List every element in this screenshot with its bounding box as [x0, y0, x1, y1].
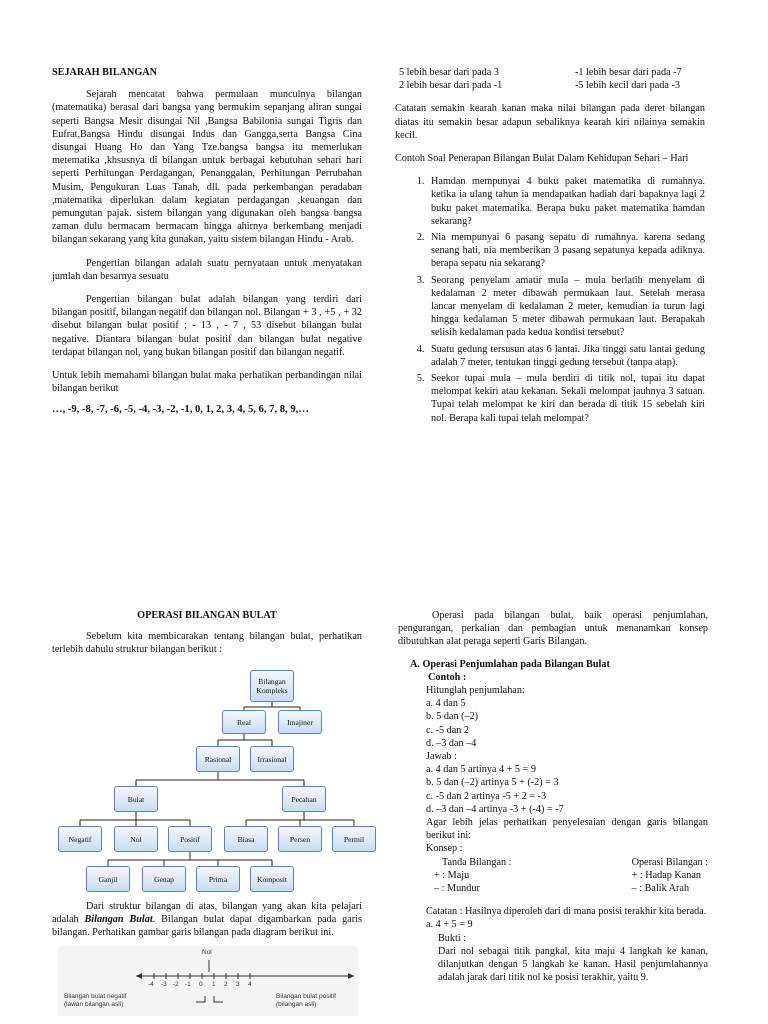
comparison-note: Catatan semakin kearah kanan maka nilai bilangan pada deret bilangan diatas itu semakin besar adapun sebaliknya kearah kiri nilainya semakin kecil. [395, 103, 705, 141]
tree-node-nol: Nol [114, 826, 158, 852]
numberline-paragraph-emphasis: Bilangan Bulat [84, 914, 153, 926]
tree-node-irrasional: Irrasional [250, 746, 294, 772]
comparison-item: 2 lebih besar dari pada -1 [399, 80, 503, 92]
tick-label: 0 [199, 981, 203, 988]
concept-table [426, 856, 708, 896]
comparison-list [395, 66, 705, 92]
proof-block [398, 905, 708, 984]
comparison-item: 5 lebih besar dari pada 3 [399, 67, 499, 78]
operations-title: OPERASI BILANGAN BULAT [137, 610, 277, 621]
answer-item: a. 4 dan 5 artinya 4 + 5 = 9 [426, 764, 536, 776]
tree-node-kompleks: Bilangan Kompleks [250, 670, 294, 702]
list-item: 4. Suatu gedung tersusun atas 6 lantai. Jika tinggi satu lantai gedung adalah 7 meter, tentukan tinggi gedung tersebut (tanpa atap). [427, 343, 705, 369]
tree-node-prima: Prima [196, 866, 240, 892]
comparison-intro: Untuk lebih memahami bilangan bulat maka perhatikan perbandingan nilai bilangan berikut [52, 370, 362, 395]
jawab-label: Jawab : [426, 751, 457, 763]
tick-label: 3 [236, 981, 240, 988]
numberline-paragraph-end: . Bilangan bulat dapat digambarkan pada garis bilangan. Perhatikan gambar garis bilangan pada diagram berikut ini. [52, 914, 362, 939]
tick-label: -3 [161, 981, 167, 988]
answer-item: b. 5 dan (–2) artinya 5 + (-2) = 3 [426, 777, 559, 789]
question-item: c. -5 dan 2 [426, 724, 469, 736]
positive-caption [276, 993, 336, 1009]
tick-label: 1 [212, 981, 216, 988]
operasi-minus: – : Balik Arah [631, 883, 690, 895]
numberline-intro [52, 900, 362, 940]
tick-label: 4 [248, 981, 252, 988]
definition-paragraph: Pengertian bilangan adalah suatu pernyataan untuk menyatakan jumlah dan besarnya sesuatu [52, 257, 362, 282]
question-item: d. –3 dan –4 [426, 737, 477, 749]
negative-caption [64, 993, 127, 1009]
comparison-item: -5 lebih kecil dari pada -3 [575, 80, 680, 92]
right-bottom-column [398, 609, 708, 984]
left-top-column [52, 66, 362, 417]
tree-node-persen: Persen [278, 826, 322, 852]
history-paragraph: Sejarah mencatat bahwa permulaan munculnya bilangan (matematika) berasal dari bangsa yang bermukim sepanjang aliran sungai seperti Bangsa Mesir disungai Nil ,Bangsa Babilonia sungai Tigris dan Eufrat,Bangsa Hindu disungai Indus dan Gangga,serta Bangsa Cina disungai Huang Ho dan Yang Tze.bangsa bangsa itu memerlukan metematika ,khsusnya di bilangan untuk berbagai kebutuhan sehari hari seperti Perhitungan Perdagangan, Penanggalan, Perhitungan Perrubahan Musim, Pengukuran Luas Tanah, dll. pada perkembangan peradaban ,matematika diperlukan dalam kegiatan perdagangan ,keuangan dan pemungutan pajak. sistem bilangan yang digunakan oleh bangsa bangsa zaman dulu bermacam bermacam hingga ahirnya berkembang menjadi bilangan sekarang yang kita gunakan, yaitu sistem bilangan Hindu - Arab. [52, 89, 362, 246]
negative-caption-line: Bilangan bulat negatif [64, 993, 127, 1000]
positive-caption-line: Bilangan bulat positif [276, 993, 336, 1000]
tanda-plus: + : Maju [434, 869, 470, 881]
operasi-plus: + : Hadap Kanan [631, 869, 702, 881]
tree-node-biasa: Biasa [224, 826, 268, 852]
bukti-label: Bukti : [438, 932, 467, 944]
zero-label: Nol [202, 949, 212, 956]
contoh-label: Contoh : [428, 671, 467, 683]
integer-definition-paragraph: Pengertian bilangan bulat adalah bilangan yang terdiri dari bilangan positif, bilangan negatif dan bilangan nol. Bilangan + 3 , +5 , + 32 disebut bilangan bulat positif ; - 13 , - 7 , 53 disebut bilangan bulat negative. Diantara bilangan bulat positif dan bilangan bulat negative terdapat bilangan nol, yang bukan bilangan positif dan bilangan negatif. [52, 294, 362, 358]
operations-intro: Operasi pada bilangan bulat, baik operasi penjumlahan, pengurangan, perkalian dan pembagian untuk menanamkan konsep dibutuhkan alat peraga seperti Garis Bilangan. [398, 610, 708, 648]
pos-bracket-icon [214, 996, 223, 1002]
comparison-item: -1 lebih besar dari pada -7 [575, 67, 682, 78]
tick-label: -1 [185, 981, 191, 988]
tree-node-real: Real [222, 710, 266, 734]
agar-text: Agar lebih jelas perhatikan penyelesaian dengan garis bilangan berikut ini: [426, 817, 708, 842]
example-list [395, 175, 705, 425]
numberline-paragraph-start: Dari struktur bilangan di atas, bilangan yang akan kita pelajari adalah [52, 901, 362, 926]
left-bottom-column [52, 609, 362, 657]
neg-bracket-icon [196, 996, 205, 1002]
list-item: 2. Nia mempunyai 6 pasang sepatu di rumahnya. karena sedang senang hati, nia memberikan 3 pasang sepatunya kepada adiknya. berapa sepatu nia sekarang? [427, 231, 705, 271]
list-item: 3. Seorang penyelam amatir mula – mula berlatih menyelam di kedalaman 2 meter dibawah permukaan laut. Setelah merasa lancar menyelam di kedalaman 2 meter, kemudian ia turun lagi hingga kedalaman 5 meter dibawah permukaan laut. Berapakah selisih kedalaman pada kedua kondisi tersebut? [427, 274, 705, 340]
arrow-right-icon [348, 973, 354, 979]
bukti-text: Dari nol sebagai titik pangkal, kita maju 4 langkah ke kanan, dilanjutkan dengan 5 langkah ke kanan. Hasil penjumlahannya adalah jarak dari titik nol ke posisi terakhir, yaitu 9. [438, 945, 708, 984]
history-title: SEJARAH BILANGAN [52, 67, 158, 78]
proof-body [426, 932, 708, 985]
answer-item: d. –3 dan –4 artinya -3 + (-4) = -7 [426, 803, 564, 815]
numberline-paragraph [52, 900, 362, 940]
section-a-title: A. Operasi Penjumlahan pada Bilangan Bulat [410, 658, 610, 670]
catatan-text: Catatan : Hasilnya diperoleh dari di mana posisi terakhir kita berada. [426, 906, 707, 918]
hitung-label: Hitunglah penjumlahan: [426, 685, 525, 697]
question-item: a. 4 dan 5 [426, 698, 466, 710]
tree-node-imajiner: Imajiner [278, 710, 322, 734]
tree-node-genap: Genap [142, 866, 186, 892]
tanda-title: Tanda Bilangan : [442, 856, 512, 868]
question-item: b. 5 dan (–2) [426, 711, 479, 723]
tick-label: 2 [224, 981, 228, 988]
example-a: a. 4 + 5 = 9 [426, 919, 473, 931]
tree-node-rasional: Rasional [196, 746, 240, 772]
tree-node-positif: Positif [168, 826, 212, 852]
konsep-label: Konsep : [426, 843, 463, 855]
section-a-body [410, 671, 708, 895]
arrow-left-icon [136, 973, 142, 979]
negative-caption-line: (lawan bilangan asli) [64, 1001, 124, 1008]
answer-item: c. -5 dan 2 artinya -5 + 2 = -3 [426, 790, 547, 802]
number-line-figure [58, 946, 358, 1016]
section-a [398, 658, 708, 896]
tree-node-pecahan: Pecahan [282, 786, 326, 812]
number-sequence: …, -9, -8, -7, -6, -5, -4, -3, -2, -1, 0, 1, 2, 3, 4, 5, 6, 7, 8, 9,… [52, 404, 309, 416]
list-item: 5. Seekor tupai mula – mula berdiri di titik nol, tupai itu dapat melompat kekiri atau kekanan. Sekali melompat jauhnya 3 satuan. Tupai telah melompat ke kiri dan berada di titik 15 sebelah kiri nol. Berapa kali tupai telah melompat? [427, 372, 705, 425]
positive-caption-line: (bilangan asli) [276, 1001, 317, 1008]
operasi-title: Operasi Bilangan : [631, 856, 708, 868]
tree-node-ganjil: Ganjil [86, 866, 130, 892]
tree-node-negatif: Negatif [58, 826, 102, 852]
operasi-column [632, 856, 708, 896]
tree-node-bulat: Bulat [114, 786, 158, 812]
tree-node-permil: Permil [332, 826, 376, 852]
tree-node-komposit: Komposit [250, 866, 294, 892]
tick-label: -4 [148, 981, 154, 988]
structure-intro: Sebelum kita membicarakan tentang bilangan bulat, perhatikan terlebih dahulu struktur bilangan berikut : [52, 631, 362, 656]
list-item: 1. Hamdan mempunyai 4 buku paket matematika di rumahnya. ketika ia ulang tahun ia mendapatkan hadiah dari bapaknya lagi 2 buku paket matematika. Berapa buku paket matematika hamdan sekarang? [427, 175, 705, 228]
examples-title: Contoh Soal Penerapan Bilangan Bulat Dalam Kehidupan Sehari – Hari [395, 153, 689, 165]
tanda-column [426, 856, 511, 896]
right-top-column [395, 66, 705, 428]
tanda-minus: – : Mundur [434, 883, 480, 895]
tick-label: -2 [173, 981, 179, 988]
